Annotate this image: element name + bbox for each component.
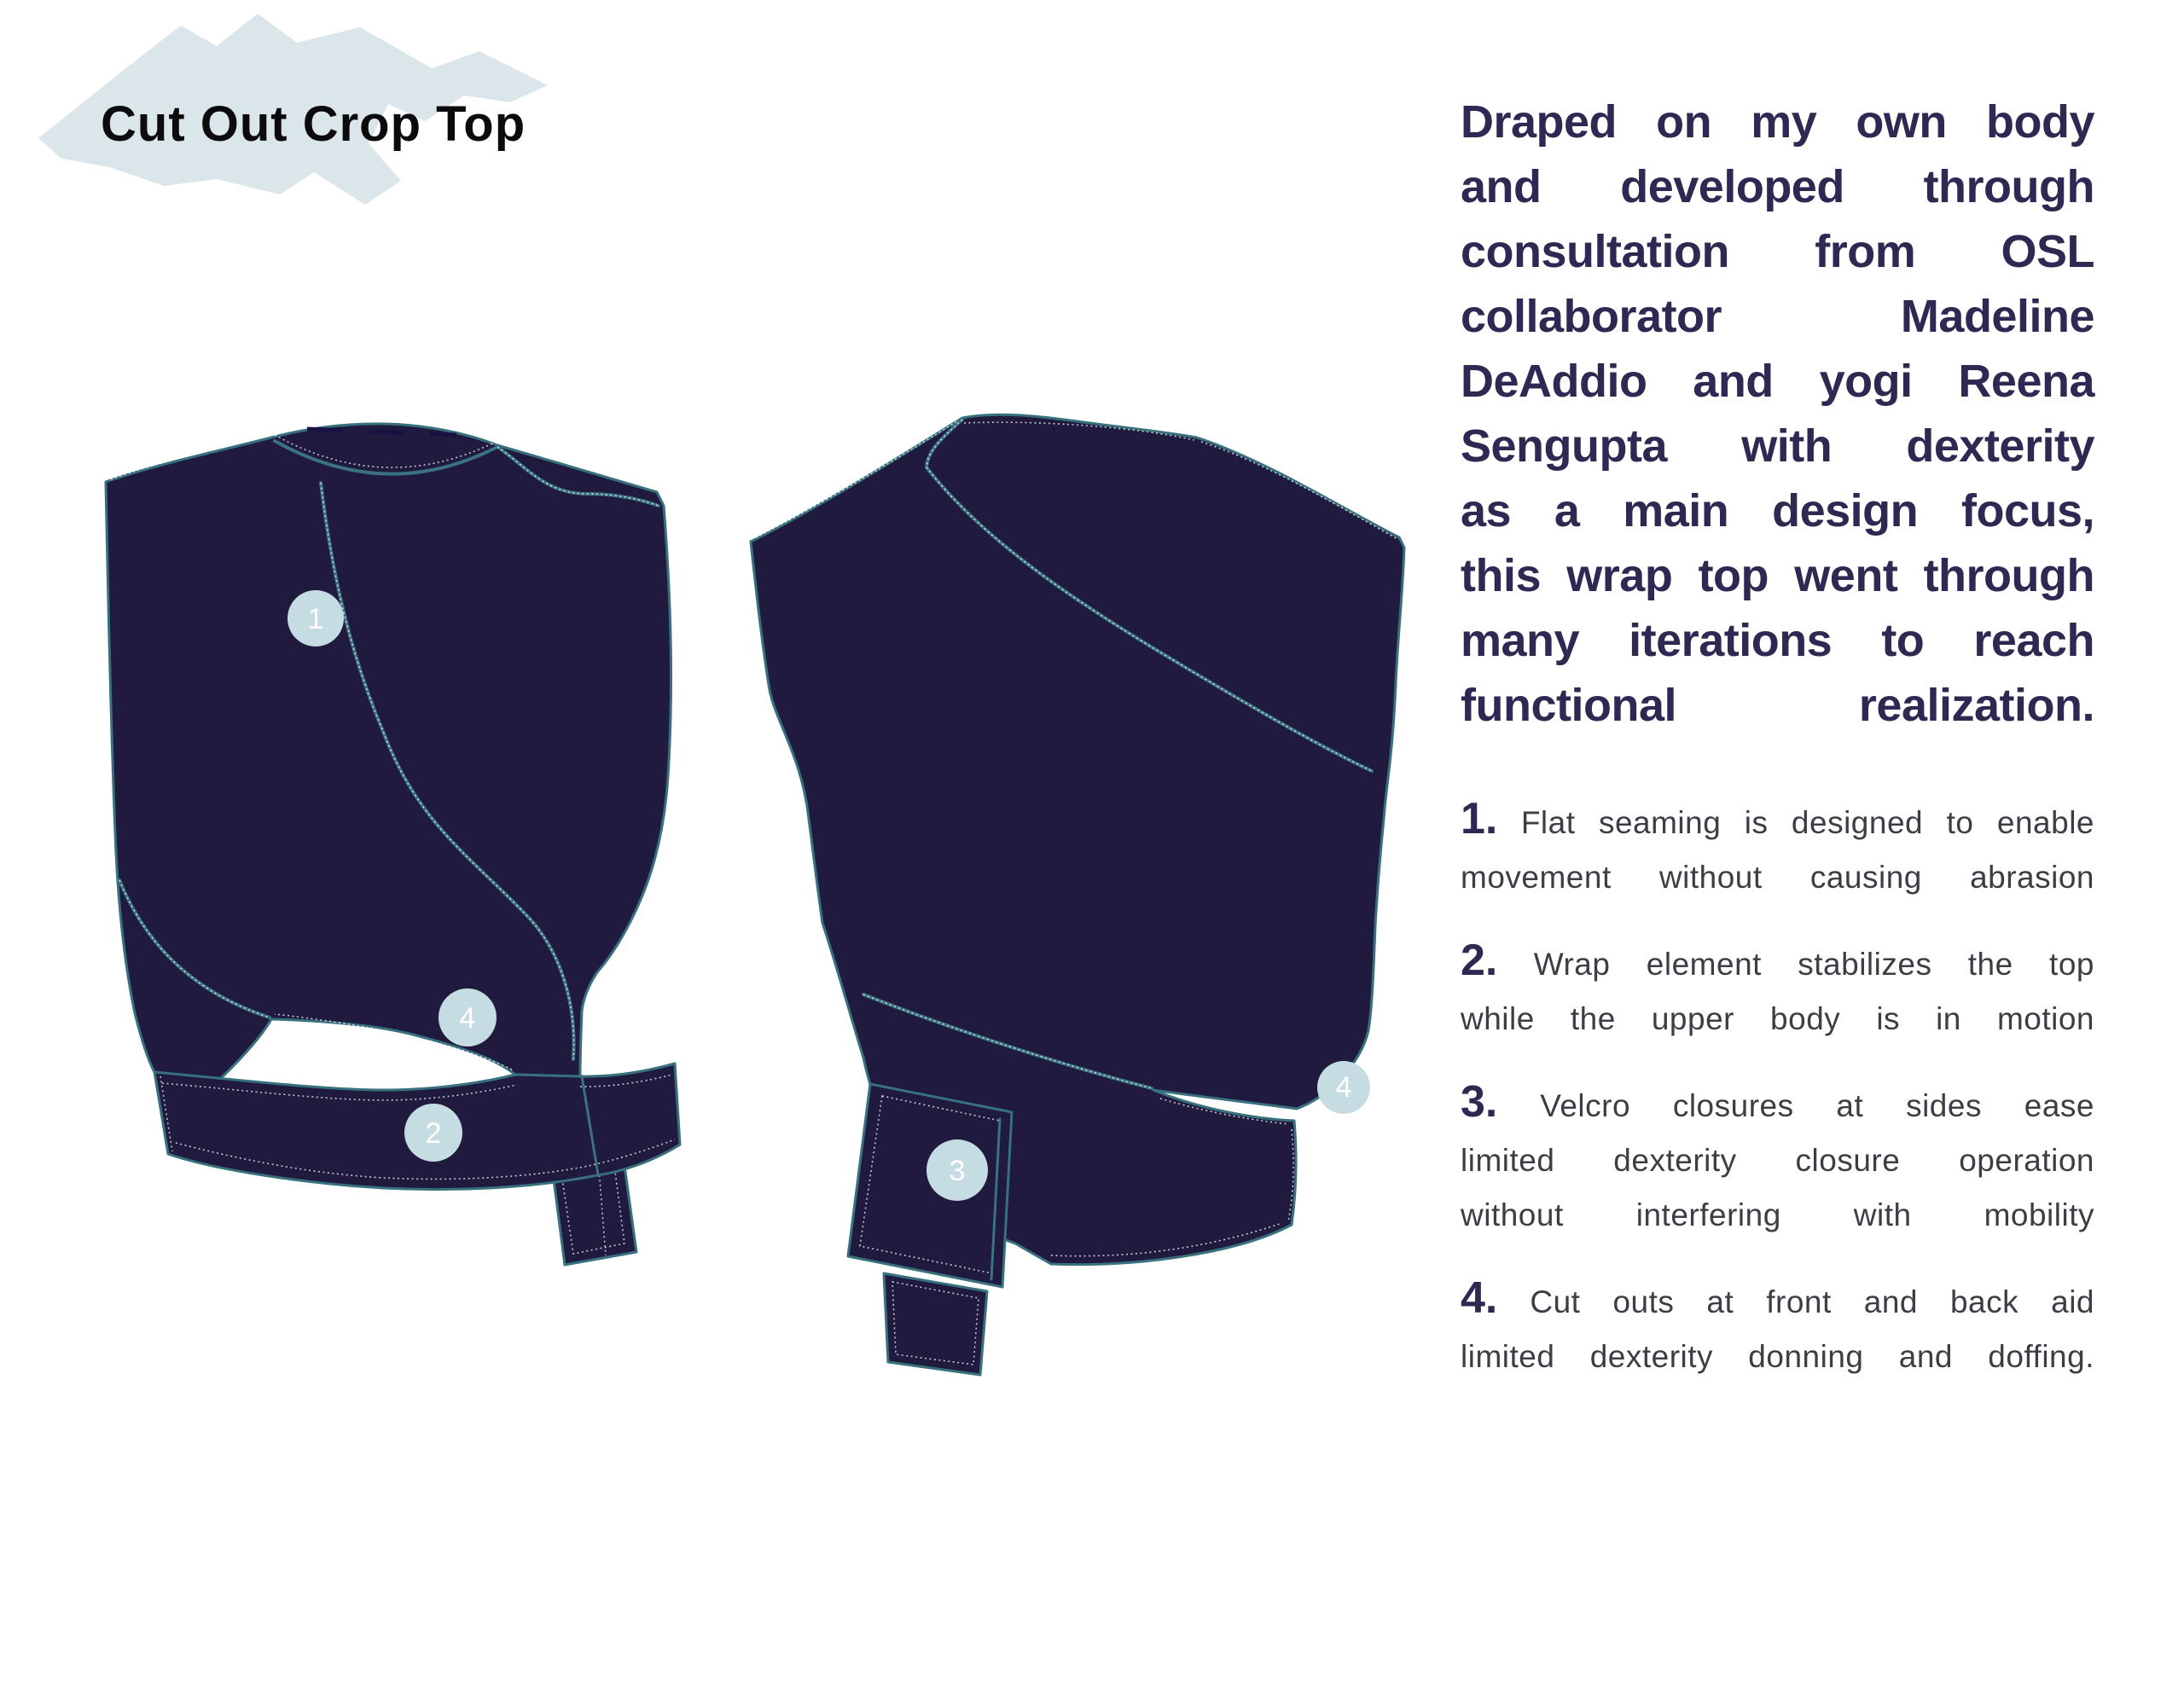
intro-paragraph: [1461, 90, 2094, 738]
callout-label: 1: [307, 603, 324, 635]
intro-line: collaborator Madeline: [1461, 291, 2094, 342]
feature-text: Flat seaming is designed to enable: [1520, 805, 2094, 840]
feature-list: [1461, 791, 2094, 1412]
callout-back-3: [926, 1139, 988, 1201]
callout-label: 2: [425, 1117, 442, 1150]
feature-item-1: [1461, 791, 2094, 905]
intro-line: as a main design focus,: [1461, 485, 2094, 536]
feature-line: [1461, 1075, 2094, 1133]
feature-text: Cut outs at front and back aid: [1530, 1284, 2094, 1319]
intro-line: functional realization.: [1461, 680, 2094, 731]
back-velcro-tab: [848, 1084, 1012, 1287]
feature-item-2: [1461, 933, 2094, 1046]
feature-item-3: [1461, 1075, 2094, 1243]
crop-top-front-view-illustration: [51, 375, 751, 1399]
callout-label: 4: [459, 1002, 476, 1035]
crop-top-back-view-illustration: [734, 375, 1425, 1399]
intro-line: many iterations to reach: [1461, 615, 2094, 666]
feature-number: 3.: [1461, 1077, 1498, 1127]
front-bodice: [106, 424, 671, 1081]
callout-label: 3: [949, 1155, 966, 1187]
intro-line: consultation from OSL: [1461, 226, 2094, 277]
callout-front-2: [404, 1104, 462, 1162]
page-title: Cut Out Crop Top: [101, 96, 526, 152]
callout-front-4: [439, 988, 497, 1046]
feature-line: [1461, 1271, 2094, 1330]
feature-text: Wrap element stabilizes the top: [1533, 947, 2094, 982]
intro-line: Sengupta with dexterity: [1461, 420, 2094, 472]
feature-line: [1461, 791, 2094, 850]
feature-number: 2.: [1461, 936, 1498, 985]
feature-line: limited dexterity closure operation: [1461, 1143, 2094, 1178]
feature-line: movement without causing abrasion: [1461, 860, 2094, 895]
callout-label: 4: [1335, 1071, 1352, 1104]
feature-line: limited dexterity donning and doffing.: [1461, 1339, 2094, 1374]
feature-number: 1.: [1461, 794, 1498, 844]
intro-line: and developed through: [1461, 161, 2094, 212]
feature-number: 4.: [1461, 1273, 1498, 1323]
feature-text: Velcro closures at sides ease: [1540, 1088, 2094, 1123]
callout-back-4: [1317, 1061, 1370, 1114]
back-bodice: [751, 415, 1404, 1264]
intro-line: DeAddio and yogi Reena: [1461, 356, 2094, 407]
intro-line: this wrap top went through: [1461, 550, 2094, 601]
feature-line: [1461, 933, 2094, 992]
callout-front-1: [288, 590, 344, 646]
feature-item-4: [1461, 1271, 2094, 1384]
feature-line: without interfering with mobility: [1461, 1197, 2094, 1232]
feature-line: while the upper body is in motion: [1461, 1001, 2094, 1036]
intro-line: Draped on my own body: [1461, 96, 2094, 148]
